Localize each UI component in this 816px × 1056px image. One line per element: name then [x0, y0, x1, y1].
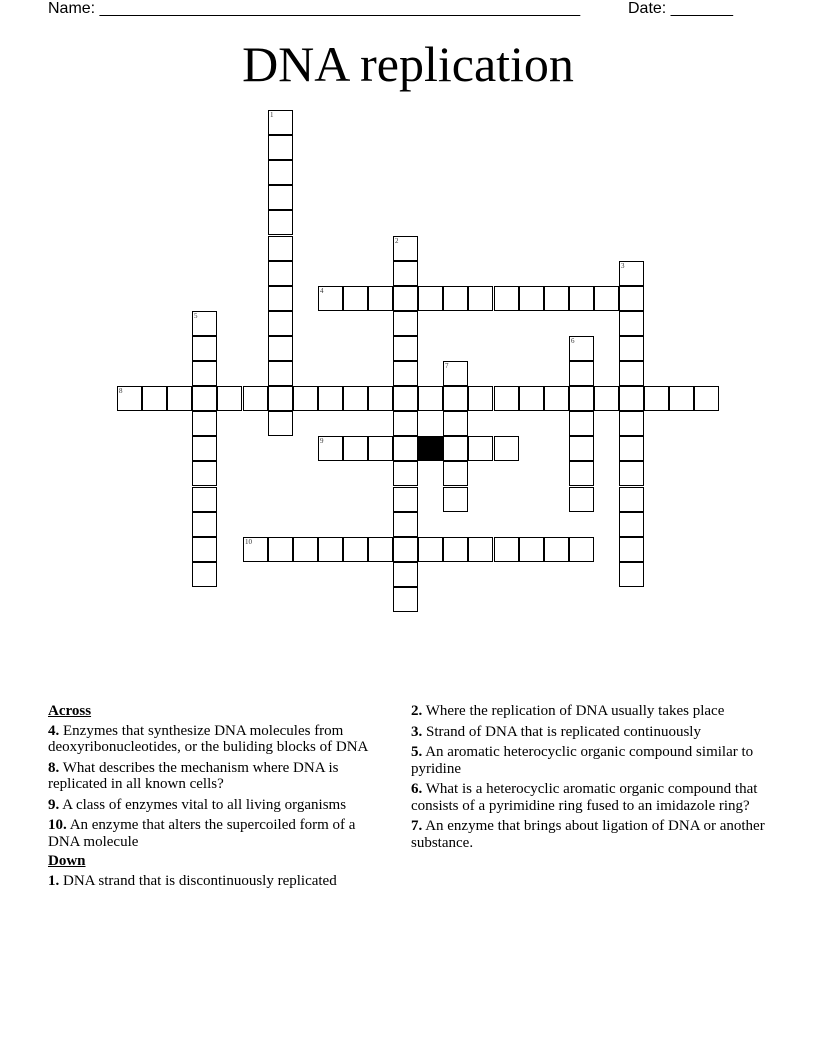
- cell-number: 7: [445, 362, 449, 370]
- crossword-cell[interactable]: [192, 512, 217, 537]
- crossword-cell[interactable]: [343, 537, 368, 562]
- crossword-cell[interactable]: [192, 461, 217, 486]
- crossword-cell[interactable]: [268, 411, 293, 436]
- crossword-cell[interactable]: [468, 286, 493, 311]
- crossword-cell[interactable]: [268, 135, 293, 160]
- crossword-cell[interactable]: [192, 537, 217, 562]
- crossword-cell[interactable]: [418, 537, 443, 562]
- crossword-cell[interactable]: [393, 436, 418, 461]
- crossword-cell[interactable]: [443, 461, 468, 486]
- clue-text: DNA strand that is discontinuously replicated: [63, 872, 337, 889]
- crossword-cell[interactable]: [619, 461, 644, 486]
- clue-text: What describes the mechanism where DNA is replicated in all known cells?: [48, 759, 339, 792]
- clue-across-4: [48, 723, 388, 756]
- crossword-cell[interactable]: [268, 210, 293, 235]
- clue-text: Enzymes that synthesize DNA molecules from deoxyribonucleotides, or the buliding blocks of DNA: [48, 722, 369, 755]
- crossword-cell[interactable]: [393, 336, 418, 361]
- crossword-cell[interactable]: [619, 336, 644, 361]
- crossword-cell[interactable]: [494, 436, 519, 461]
- cell-number: 6: [571, 337, 575, 345]
- crossword-cell[interactable]: [494, 537, 519, 562]
- crossword-cell[interactable]: [569, 336, 594, 361]
- crossword-cell[interactable]: [293, 537, 318, 562]
- crossword-cell[interactable]: [519, 537, 544, 562]
- clue-down-2: [411, 703, 771, 720]
- crossword-cell[interactable]: [393, 236, 418, 261]
- crossword-cell[interactable]: [268, 185, 293, 210]
- crossword-cell[interactable]: [418, 286, 443, 311]
- crossword-cell[interactable]: [368, 436, 393, 461]
- crossword-cell[interactable]: [117, 386, 142, 411]
- clue-number: 2.: [411, 703, 423, 719]
- crossword-cell[interactable]: [494, 286, 519, 311]
- cell-number: 1: [270, 111, 274, 119]
- clues-right-column: [411, 703, 771, 855]
- crossword-cell[interactable]: [268, 537, 293, 562]
- clue-across-10: [48, 817, 388, 850]
- crossword-cell[interactable]: [594, 286, 619, 311]
- crossword-cell[interactable]: [192, 562, 217, 587]
- cell-number: 3: [621, 262, 625, 270]
- clue-number: 4.: [48, 722, 60, 739]
- cell-number: 2: [395, 237, 399, 245]
- crossword-cell[interactable]: [318, 537, 343, 562]
- crossword-cell[interactable]: [343, 386, 368, 411]
- crossword-cell[interactable]: [393, 587, 418, 612]
- crossword-cell[interactable]: [268, 336, 293, 361]
- crossword-cell[interactable]: [343, 436, 368, 461]
- clue-number: 10.: [48, 817, 67, 833]
- crossword-cell[interactable]: [619, 436, 644, 461]
- crossword-cell[interactable]: [192, 386, 217, 411]
- clue-text: An enzyme that brings about ligation of DNA or another substance.: [411, 818, 765, 851]
- crossword-cell[interactable]: [569, 361, 594, 386]
- crossword-cell[interactable]: [569, 411, 594, 436]
- crossword-cell[interactable]: [569, 286, 594, 311]
- crossword-cell[interactable]: [318, 436, 343, 461]
- cell-number: 8: [119, 387, 123, 395]
- crossword-cell[interactable]: [443, 436, 468, 461]
- clue-text: An aromatic heterocyclic organic compound similar to pyridine: [411, 744, 754, 777]
- crossword-cell[interactable]: [544, 386, 569, 411]
- crossword-cell[interactable]: [569, 386, 594, 411]
- crossword-cell[interactable]: [393, 512, 418, 537]
- crossword-cell[interactable]: [619, 361, 644, 386]
- crossword-cell[interactable]: [519, 386, 544, 411]
- crossword-cell[interactable]: [192, 411, 217, 436]
- clue-text: An enzyme that alters the supercoiled form of a DNA molecule: [48, 817, 356, 850]
- crossword-cell[interactable]: [368, 537, 393, 562]
- crossword-cell[interactable]: [594, 386, 619, 411]
- crossword-cell[interactable]: [318, 286, 343, 311]
- crossword-cell[interactable]: [393, 386, 418, 411]
- clue-number: 7.: [411, 818, 423, 834]
- crossword-cell[interactable]: [243, 537, 268, 562]
- crossword-cell[interactable]: [268, 110, 293, 135]
- clue-down-7: [411, 818, 771, 851]
- crossword-cell[interactable]: [268, 160, 293, 185]
- crossword-cell[interactable]: [142, 386, 167, 411]
- crossword-cell[interactable]: [443, 411, 468, 436]
- clue-number: 5.: [411, 744, 423, 760]
- crossword-cell[interactable]: [443, 386, 468, 411]
- crossword-cell[interactable]: [619, 537, 644, 562]
- crossword-cell[interactable]: [569, 487, 594, 512]
- crossword-cell[interactable]: [519, 286, 544, 311]
- clue-down-1: [48, 873, 388, 890]
- crossword-cell[interactable]: [443, 286, 468, 311]
- cell-number: 10: [245, 538, 252, 546]
- crossword-cell[interactable]: [619, 411, 644, 436]
- crossword-cell[interactable]: [393, 361, 418, 386]
- crossword-cell[interactable]: [418, 386, 443, 411]
- crossword-cell[interactable]: [443, 537, 468, 562]
- crossword-cell[interactable]: [393, 261, 418, 286]
- crossword-cell[interactable]: [393, 562, 418, 587]
- clue-text: Where the replication of DNA usually takes place: [425, 703, 725, 719]
- crossword-cell[interactable]: [268, 361, 293, 386]
- clue-text: Strand of DNA that is replicated continuously: [426, 723, 701, 740]
- name-field-label: Name: ______________________________________________________: [48, 0, 581, 17]
- crossword-cell[interactable]: [393, 537, 418, 562]
- crossword-cell[interactable]: [569, 461, 594, 486]
- crossword-cell[interactable]: [619, 311, 644, 336]
- clue-down-3: [411, 724, 771, 741]
- crossword-cell[interactable]: [644, 386, 669, 411]
- blocked-cell: [418, 436, 443, 461]
- cell-number: 5: [194, 312, 198, 320]
- crossword-cell[interactable]: [619, 386, 644, 411]
- crossword-cell[interactable]: [544, 537, 569, 562]
- crossword-cell[interactable]: [569, 537, 594, 562]
- clue-number: 3.: [411, 723, 423, 740]
- clue-number: 1.: [48, 872, 60, 889]
- crossword-cell[interactable]: [694, 386, 719, 411]
- crossword-cell[interactable]: [192, 361, 217, 386]
- crossword-cell[interactable]: [243, 386, 268, 411]
- clue-down-5: [411, 744, 771, 777]
- down-heading: Down: [48, 853, 86, 869]
- crossword-cell[interactable]: [368, 386, 393, 411]
- crossword-cell[interactable]: [393, 286, 418, 311]
- crossword-cell[interactable]: [393, 461, 418, 486]
- clue-number: 6.: [411, 781, 423, 797]
- crossword-cell[interactable]: [619, 487, 644, 512]
- crossword-cell[interactable]: [268, 236, 293, 261]
- crossword-cell[interactable]: [343, 286, 368, 311]
- crossword-cell[interactable]: [468, 386, 493, 411]
- crossword-cell[interactable]: [669, 386, 694, 411]
- crossword-cell[interactable]: [192, 336, 217, 361]
- crossword-cell[interactable]: [544, 286, 569, 311]
- crossword-cell[interactable]: [494, 386, 519, 411]
- across-heading: Across: [48, 703, 92, 719]
- clue-across-8: [48, 760, 388, 793]
- crossword-cell[interactable]: [167, 386, 192, 411]
- crossword-cell[interactable]: [268, 386, 293, 411]
- crossword-cell[interactable]: [468, 436, 493, 461]
- crossword-cell[interactable]: [619, 261, 644, 286]
- clue-number: 9.: [48, 796, 60, 813]
- crossword-cell[interactable]: [192, 487, 217, 512]
- clue-text: What is a heterocyclic aromatic organic compound that consists of a pyrimidine ring fused to an imidazole ring?: [411, 781, 758, 814]
- crossword-cell[interactable]: [268, 311, 293, 336]
- crossword-cell[interactable]: [468, 537, 493, 562]
- crossword-cell[interactable]: [619, 512, 644, 537]
- crossword-cell[interactable]: [217, 386, 242, 411]
- crossword-cell[interactable]: [192, 311, 217, 336]
- page-title: DNA replication: [242, 36, 574, 92]
- crossword-cell[interactable]: [619, 562, 644, 587]
- clue-across-9: [48, 797, 388, 814]
- crossword-cell[interactable]: [443, 487, 468, 512]
- crossword-cell[interactable]: [192, 436, 217, 461]
- crossword-cell[interactable]: [368, 286, 393, 311]
- crossword-cell[interactable]: [293, 386, 318, 411]
- crossword-cell[interactable]: [268, 286, 293, 311]
- clue-down-6: [411, 781, 771, 814]
- crossword-cell[interactable]: [443, 361, 468, 386]
- crossword-cell[interactable]: [393, 487, 418, 512]
- clue-text: A class of enzymes vital to all living organisms: [62, 796, 347, 813]
- crossword-cell[interactable]: [393, 411, 418, 436]
- crossword-cell[interactable]: [268, 261, 293, 286]
- crossword-cell[interactable]: [619, 286, 644, 311]
- crossword-cell[interactable]: [393, 311, 418, 336]
- date-field-label: Date: _______: [628, 0, 733, 17]
- cell-number: 9: [320, 437, 324, 445]
- crossword-cell[interactable]: [318, 386, 343, 411]
- cell-number: 4: [320, 287, 324, 295]
- clues-left-column: [48, 703, 388, 893]
- crossword-cell[interactable]: [569, 436, 594, 461]
- clue-number: 8.: [48, 759, 60, 776]
